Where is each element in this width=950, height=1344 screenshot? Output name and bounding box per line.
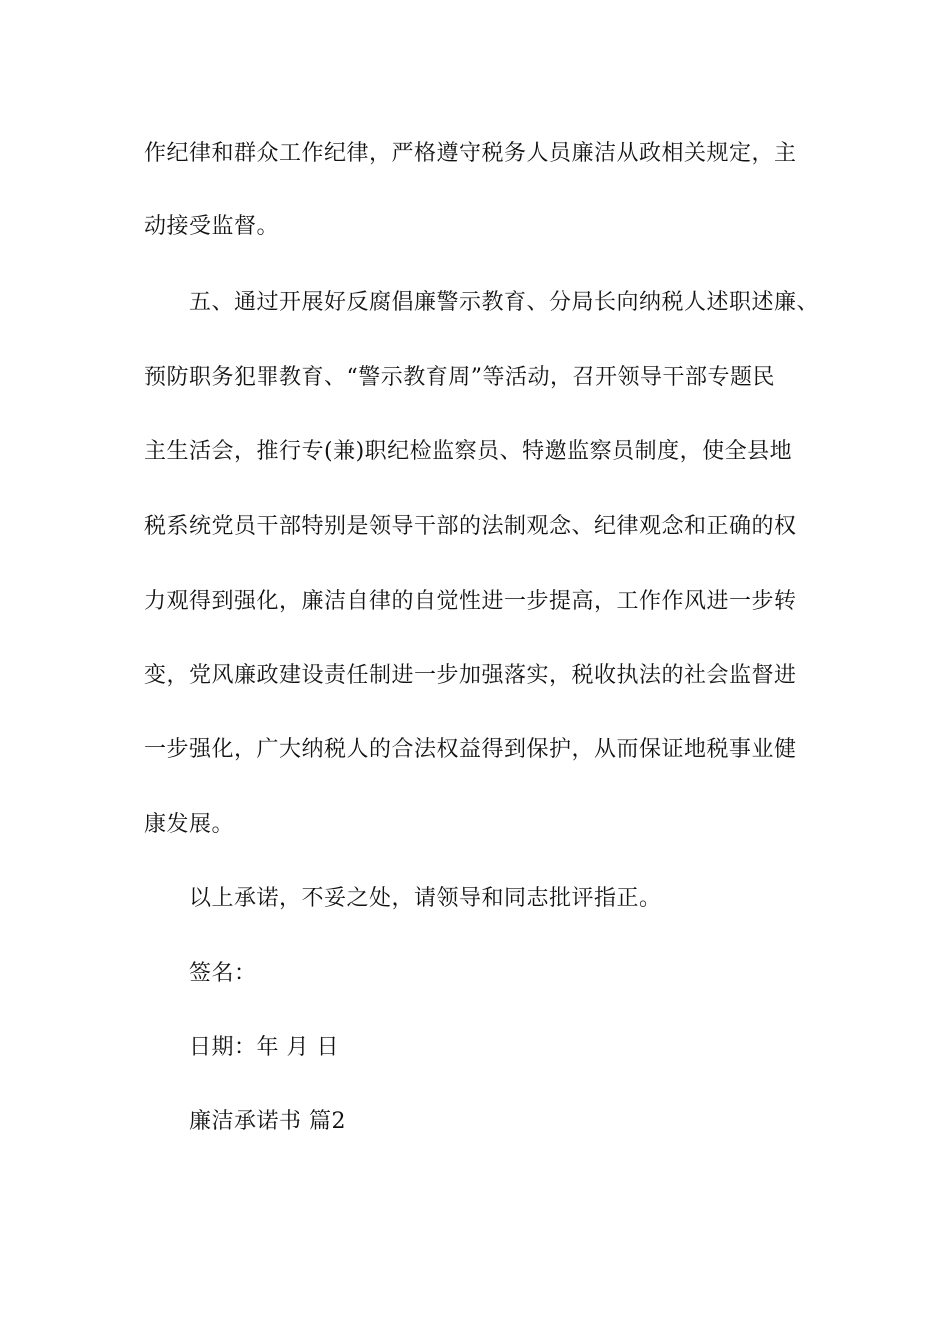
- paragraph-line: 预防职务犯罪教育、“警示教育周”等活动，召开领导干部专题民: [144, 365, 775, 390]
- paragraph-line: 一步强化，广大纳税人的合法权益得到保护，从而保证地税事业健: [144, 737, 797, 762]
- paragraph-line: 动接受监督。: [144, 214, 280, 239]
- paragraph-line: 变，党风廉政建设责任制进一步加强落实，税收执法的社会监督进: [144, 663, 797, 688]
- paragraph-line: 力观得到强化，廉洁自律的自觉性进一步提高，工作作风进一步转: [144, 589, 797, 614]
- paragraph-line: 五、通过开展好反腐倡廉警示教育、分局长向纳税人述职述廉、: [189, 290, 820, 315]
- paragraph-line: 康发展。: [144, 812, 235, 837]
- paragraph-line: 税系统党员干部特别是领导干部的法制观念、纪律观念和正确的权: [144, 514, 797, 539]
- section-heading: 廉洁承诺书 篇2: [189, 1109, 346, 1134]
- signature-label: 签名：: [189, 961, 257, 986]
- date-label: 日期：年 月 日: [189, 1035, 339, 1060]
- paragraph-line: 主生活会，推行专(兼)职纪检监察员、特邀监察员制度，使全县地: [144, 439, 793, 464]
- closing-statement: 以上承诺，不妥之处，请领导和同志批评指正。: [189, 886, 662, 911]
- paragraph-line: 作纪律和群众工作纪律，严格遵守税务人员廉洁从政相关规定，主: [144, 141, 797, 166]
